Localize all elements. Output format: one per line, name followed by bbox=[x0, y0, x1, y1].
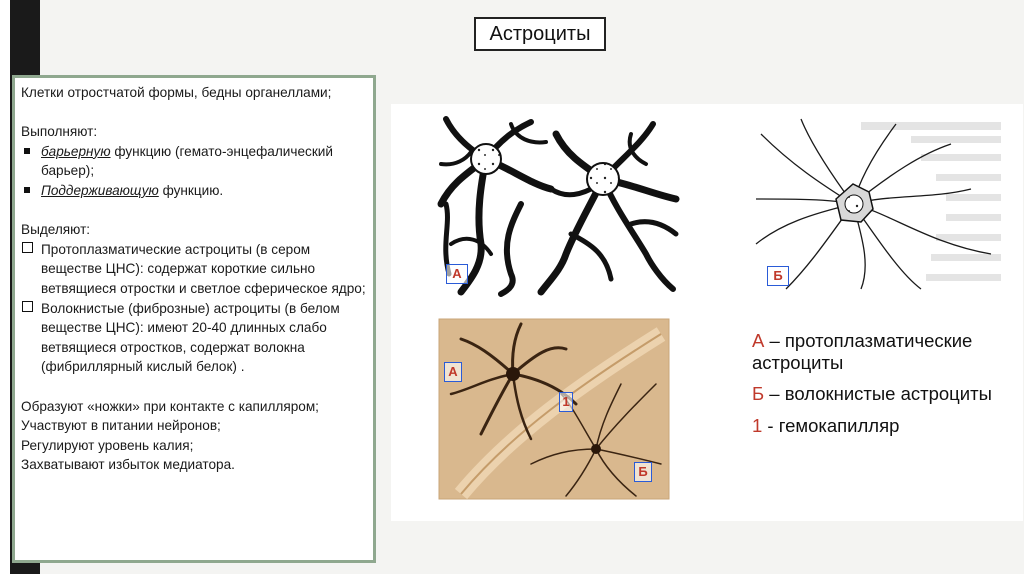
label-a-top: А bbox=[446, 264, 468, 284]
perform-heading: Выполняют: bbox=[21, 124, 98, 140]
distinguish-heading: Выделяют: bbox=[21, 222, 91, 238]
label-1-photo: 1 bbox=[559, 392, 573, 412]
support-text: функцию. bbox=[158, 182, 224, 198]
legend-item bbox=[752, 415, 1022, 437]
function-item: Захватывают избыток медиатора. bbox=[21, 457, 235, 473]
checkbox-bullet-icon bbox=[22, 242, 33, 253]
list-item bbox=[21, 299, 367, 377]
legend-item bbox=[752, 330, 1022, 373]
fibrous-text: (фиброзные) астроциты (в белом веществе ЦНС): имеют 20-40 длинных слабо ветвящиеся отростков, содержат волокна (фибриллярный кислый белок) . bbox=[41, 300, 340, 375]
legend-text: – волокнистые астроциты bbox=[764, 383, 992, 404]
label-b-photo: Б bbox=[634, 462, 652, 482]
legend-text: - гемокапилляр bbox=[762, 414, 900, 436]
bullet-square-icon bbox=[24, 187, 30, 193]
slide-edge bbox=[0, 0, 10, 574]
legend-text: – протоплазматические астроциты bbox=[752, 330, 973, 373]
intro-text: Клетки отростчатой формы, бедны органеллами; bbox=[21, 85, 332, 100]
label-b-top: Б bbox=[767, 266, 789, 286]
legend-key: Б bbox=[752, 383, 765, 404]
support-term: Поддерживающую bbox=[41, 182, 159, 198]
fibrous-drawing bbox=[751, 116, 1006, 291]
description-box bbox=[12, 75, 376, 563]
function-item: Участвуют в питании нейронов; bbox=[21, 418, 221, 434]
astrocyte-illustrations bbox=[391, 104, 1023, 521]
bullet-square-icon bbox=[24, 148, 30, 154]
protoplasmic-drawing bbox=[439, 116, 679, 294]
list-item bbox=[21, 240, 367, 299]
function-item: Регулируют уровень калия; bbox=[21, 437, 194, 453]
protoplasmic-text: астроциты (в сером веществе ЦНС): содержат короткие сильно ветвящиеся отростки и светлое сферическое ядро; bbox=[41, 241, 366, 296]
list-item bbox=[21, 181, 367, 201]
legend-key: А bbox=[752, 330, 765, 351]
illustration-panel bbox=[391, 104, 1023, 521]
list-item bbox=[21, 142, 367, 181]
slide-title: Астроциты bbox=[474, 17, 606, 51]
protoplasmic-term: Протоплазматические bbox=[41, 241, 182, 257]
legend bbox=[752, 330, 1022, 446]
barrier-text: функцию (гемато-энцефалический барьер); bbox=[41, 143, 333, 179]
legend-item bbox=[752, 383, 1022, 405]
function-item: Образуют «ножки» при контакте с капилляром; bbox=[21, 398, 319, 414]
label-a-photo: А bbox=[444, 362, 462, 382]
checkbox-bullet-icon bbox=[22, 301, 33, 312]
fibrous-term: Волокнистые bbox=[41, 300, 125, 316]
barrier-term: барьерную bbox=[41, 143, 111, 159]
legend-key: 1 bbox=[752, 414, 763, 436]
